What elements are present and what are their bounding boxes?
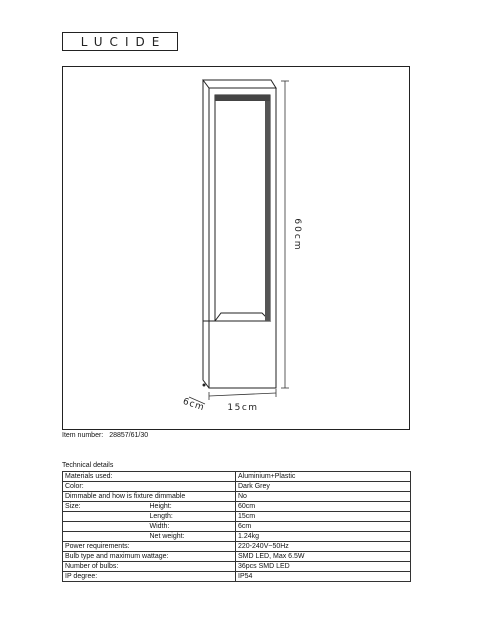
spec-label: Power requirements: [63, 542, 236, 552]
spec-label [63, 532, 148, 542]
logo-text: LUCIDE [80, 34, 167, 49]
depth-label: 6cm [181, 396, 206, 414]
spec-row [63, 492, 411, 502]
item-number-value: 28857/61/30 [109, 432, 149, 439]
width-label: 15cm [227, 403, 259, 413]
spec-label: Color: [63, 482, 236, 492]
technical-details-table [62, 471, 411, 582]
bollard-light-window [215, 95, 270, 321]
height-dimension [281, 81, 289, 388]
spec-label: Bulb type and maximum wattage: [63, 552, 236, 562]
bollard-top-cap [203, 80, 276, 88]
spec-sublabel: Length: [148, 512, 236, 522]
spec-value: 36pcs SMD LED [236, 562, 411, 572]
spec-sublabel: Width: [148, 522, 236, 532]
spec-value: 15cm [236, 512, 411, 522]
spec-row [63, 522, 411, 532]
bollard-sensor [203, 384, 206, 387]
spec-row [63, 572, 411, 582]
spec-row [63, 512, 411, 522]
spec-value: No [236, 492, 411, 502]
product-drawing-frame [62, 66, 410, 430]
bollard-side-face [203, 80, 209, 388]
spec-row [63, 532, 411, 542]
item-number-label: Item number: [62, 432, 104, 439]
spec-value: Dark Grey [236, 482, 411, 492]
spec-value: Aluminium+Plastic [236, 472, 411, 482]
item-number [62, 432, 152, 439]
spec-value: SMD LED, Max 6.5W [236, 552, 411, 562]
spec-row [63, 502, 411, 512]
spec-label [63, 522, 148, 532]
spec-label: Dimmable and how is fixture dimmable [63, 492, 236, 502]
spec-value: 1.24kg [236, 532, 411, 542]
spec-row [63, 562, 411, 572]
spec-label: Materials used: [63, 472, 236, 482]
window-shading [265, 95, 270, 321]
spec-label: Size: [63, 502, 148, 512]
brand-logo [62, 32, 178, 51]
spec-row [63, 472, 411, 482]
technical-details-title: Technical details [62, 462, 114, 469]
spec-label: Number of bulbs: [63, 562, 236, 572]
spec-label [63, 512, 148, 522]
spec-value: 60cm [236, 502, 411, 512]
spec-label: IP degree: [63, 572, 236, 582]
spec-row [63, 552, 411, 562]
spec-value: 220-240V~50Hz [236, 542, 411, 552]
spec-sublabel: Net weight: [148, 532, 236, 542]
spec-row [63, 542, 411, 552]
spec-value: IP54 [236, 572, 411, 582]
spec-value: 6cm [236, 522, 411, 532]
width-dimension [209, 389, 276, 400]
height-label: 60cm [292, 218, 302, 252]
spec-row [63, 482, 411, 492]
product-drawing [63, 67, 411, 431]
spec-sublabel: Height: [148, 502, 236, 512]
